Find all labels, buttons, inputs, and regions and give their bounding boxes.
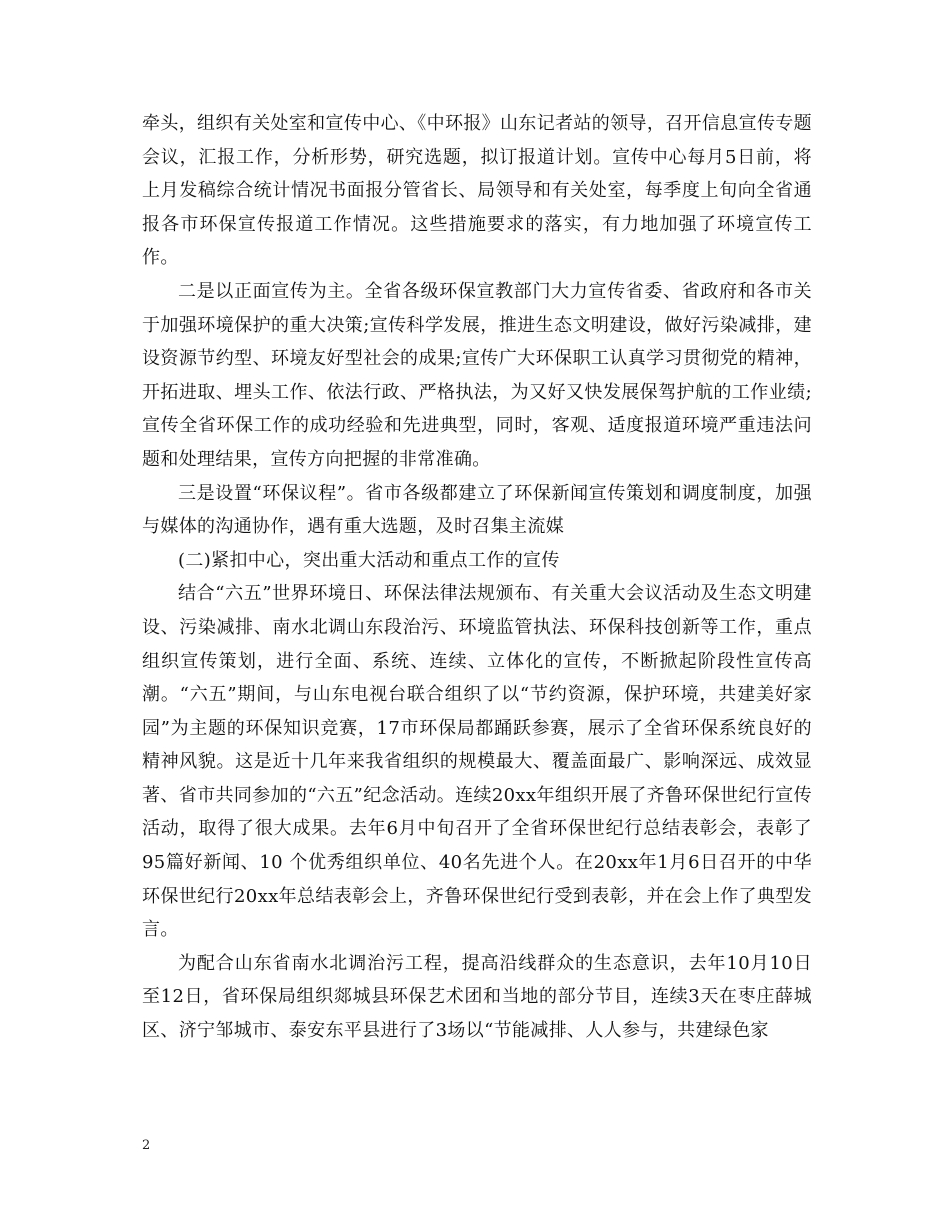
paragraph-south-north-water: 为配合山东省南水北调治污工程，提高沿线群众的生态意识，去年10月10日至12日，省环保局组织郯城县环保艺术团和当地的部分节目，连续3天在枣庄薛城区、济宁邹城市、泰安东平县进行了3场以“节能减排、人人参与，共建绿色家 [142,952,812,1042]
paragraph-environmental-agenda: 三是设置“环保议程”。省市各级都建立了环保新闻宣传策划和调度制度，加强与媒体的沟通协作，遇有重大选题，及时召集主流媒 [142,482,812,538]
document-page [142,107,812,1048]
paragraph-leadership-meetings: 牵头，组织有关处室和宣传中心、《中环报》山东记者站的领导，召开信息宣传专题会议，汇报工作，分析形势，研究选题，拟订报道计划。宣传中心每月5日前，将上月发稿综合统计情况书面报分管省长、局领导和有关处室，每季度上旬向全省通报各市环保宣传报道工作情况。这些措施要求的落实，有力地加强了环境宣传工作。 [142,113,812,269]
paragraph-positive-publicity: 二是以正面宣传为主。全省各级环保宣教部门大力宣传省委、省政府和各市关于加强环境保护的重大决策;宣传科学发展，推进生态文明建设，做好污染减排，建设资源节约型、环境友好型社会的成果;宣传广大环保职工认真学习贯彻党的精神，开拓进取、埋头工作、依法行政、严格执法，为又好又快发展保驾护航的工作业绩;宣传全省环保工作的成功经验和先进典型，同时，客观、适度报道环境严重违法问题和处理结果，宣传方向把握的非常准确。 [142,280,812,470]
paragraph-major-events: 结合“六五”世界环境日、环保法律法规颁布、有关重大会议活动及生态文明建设、污染减排、南水北调山东段治污、环境监管执法、环保科技创新等工作，重点组织宣传策划，进行全面、系统、连续、立体化的宣传，不断掀起阶段性宣传高潮。“六五”期间，与山东电视台联合组织了以“节约资源，保护环境，共建美好家园”为主题的环保知识竞赛，17市环保局都踊跃参赛，展示了全省环保系统良好的精神风貌。这是近十几年来我省组织的规模最大、覆盖面最广、影响深远、成效显著、省市共同参加的“六五”纪念活动。连续20xx年组织开展了齐鲁环保世纪行宣传活动，取得了很大成果。去年6月中旬召开了全省环保世纪行总结表彰会，表彰了95篇好新闻、10 个优秀组织单位、40名先进个人。在20xx年1月6日召开的中华环保世纪行20xx年总结表彰会上，齐鲁环保世纪行受到表彰，并在会上作了典型发言。 [142,583,812,941]
section-heading-key-activities: (二)紧扣中心，突出重大活动和重点工作的宣传 [178,549,560,571]
page-number: 2 [142,1138,151,1153]
